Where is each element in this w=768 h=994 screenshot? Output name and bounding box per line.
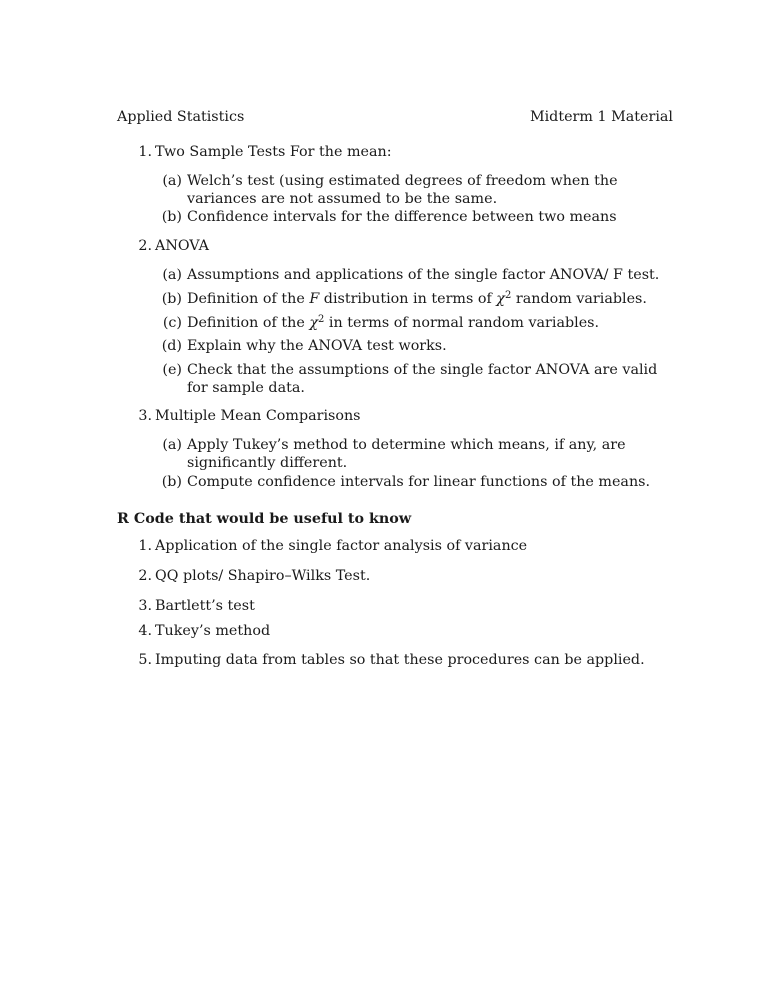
subitem-text: [187, 290, 677, 308]
item-number: 4.: [138, 623, 152, 639]
item-title: Multiple Mean Comparisons: [155, 408, 361, 424]
document-title: Midterm 1 Material: [529, 109, 673, 125]
chi-symbol: χ: [309, 315, 318, 331]
item-number: 1.: [138, 144, 152, 160]
item-number: 2.: [138, 238, 152, 254]
subitem-label: (b): [161, 474, 182, 490]
subitem-label: (b): [161, 209, 182, 225]
item-number: 3.: [138, 598, 152, 614]
subitem-text: Check that the assumptions of the single factor ANOVA are valid for sample data.: [187, 362, 658, 396]
course-title: Applied Statistics: [117, 109, 245, 125]
list-item-text: Application of the single factor analysis of variance: [155, 538, 528, 554]
subitem-text: Compute confidence intervals for linear functions of the means.: [187, 474, 651, 490]
list-item-text: Bartlett’s test: [155, 598, 255, 614]
subitem-label: (a): [162, 267, 182, 283]
item-number: 2.: [138, 568, 152, 584]
subitem-text: Confidence intervals for the difference between two means: [187, 209, 617, 225]
item-number: 5.: [138, 652, 152, 668]
subitem-text: Welch’s test (using estimated degrees of freedom when the variances are not assumed to be the same.: [187, 173, 618, 207]
list-item-text: Imputing data from tables so that these procedures can be applied.: [155, 652, 645, 668]
item-number: 3.: [138, 408, 152, 424]
item-number: 1.: [138, 538, 152, 554]
text-segment: distribution in terms of: [319, 291, 497, 307]
subitem-label: (b): [161, 291, 182, 307]
text-segment: Definition of the: [187, 291, 310, 307]
subitem-label: (a): [162, 437, 182, 453]
list-item-text: Tukey’s method: [155, 623, 271, 639]
subitem-text: Apply Tukey’s method to determine which means, if any, are significantly different.: [187, 437, 626, 471]
text-segment: random variables.: [511, 291, 647, 307]
superscript: 2: [504, 290, 512, 301]
subitem-label: (d): [161, 338, 182, 354]
subitem-text: Explain why the ANOVA test works.: [187, 338, 447, 354]
item-title: ANOVA: [155, 238, 209, 254]
text-segment: in terms of normal random variables.: [324, 315, 600, 331]
list-item-text: QQ plots/ Shapiro–Wilks Test.: [155, 568, 371, 584]
subitem-label: (a): [162, 173, 182, 189]
subitem-label: (e): [162, 362, 182, 378]
item-title: Two Sample Tests For the mean:: [155, 144, 392, 160]
text-segment: Definition of the: [187, 315, 310, 331]
f-symbol: F: [309, 291, 320, 307]
chi-symbol: χ: [496, 291, 505, 307]
subitem-text: Assumptions and applications of the single factor ANOVA/ F test.: [187, 267, 660, 283]
superscript: 2: [318, 314, 325, 325]
subitem-label: (c): [162, 315, 182, 331]
subitem-text: [187, 314, 677, 332]
section-heading: R Code that would be useful to know: [117, 511, 412, 527]
